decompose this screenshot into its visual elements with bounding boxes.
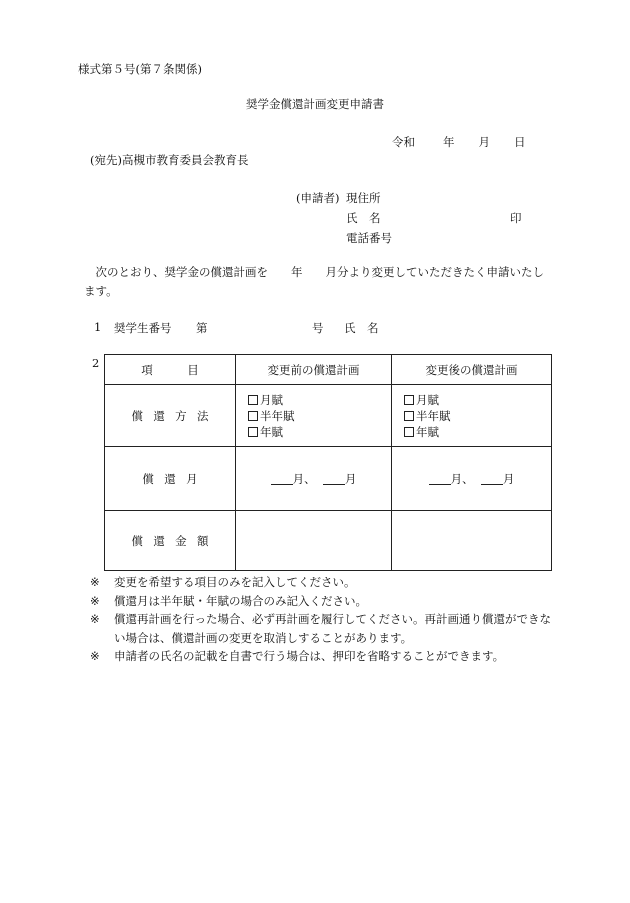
option-label: 年賦 [416,424,439,439]
note-item [90,610,560,647]
item2-number: 2 [92,356,100,370]
applicant-name-label: 氏 名 [346,211,381,225]
method-before-cell [236,385,392,447]
request-statement-text: 次のとおり、奨学金の償還計画を 年 月分より変更していただきたく申請いたします。 [84,265,544,298]
month-unit: 月 [344,471,357,486]
note-mark: ※ [90,649,100,663]
option-label: 月賦 [416,392,439,407]
option-semiannual-before[interactable] [236,408,391,424]
method-label: 償還方法 [105,385,236,447]
student-number-prefix: 第 [196,321,208,335]
student-name-label: 氏 名 [344,321,379,335]
note-mark: ※ [90,575,100,589]
checkbox-icon[interactable] [248,427,258,437]
option-annual-after[interactable] [392,424,551,440]
method-after-cell [392,385,552,447]
date-era: 令和 [392,135,415,149]
note-text: 変更を希望する項目のみを記入してください。 [114,575,356,589]
option-label: 半年賦 [416,408,451,423]
form-number-label: 様式第５号(第７条関係) [78,62,202,76]
checkbox-icon[interactable] [404,427,414,437]
note-text: 償還再計画を行った場合、必ず再計画を履行してください。再計画通り償還ができない場合は、償還計画の変更を取消しすることがあります。 [114,612,551,645]
month-label: 償還月 [105,447,236,511]
student-number-suffix: 号 [312,321,324,335]
month-unit: 月 [450,471,463,486]
date-day: 日 [514,135,526,149]
separator: 、 [304,471,316,486]
option-label: 月賦 [260,392,283,407]
month-unit: 月 [292,471,305,486]
date-line [392,134,526,150]
note-text: 償還月は半年賦・年賦の場合のみ記入ください。 [114,593,367,608]
amount-label: 償還金額 [105,511,236,571]
checkbox-icon[interactable] [404,411,414,421]
option-semiannual-after[interactable] [392,408,551,424]
table-header-row [105,355,552,385]
note-mark: ※ [90,593,100,608]
date-month: 月 [478,135,490,149]
option-label: 年賦 [260,424,283,439]
checkbox-icon[interactable] [248,395,258,405]
amount-row [105,511,552,571]
checkbox-icon[interactable] [248,411,258,421]
date-year: 年 [443,135,455,149]
note-item [90,647,560,666]
request-statement [84,263,554,301]
option-label: 半年賦 [260,408,295,423]
option-monthly-before[interactable] [236,392,391,408]
option-annual-before[interactable] [236,424,391,440]
note-item [90,573,560,592]
header-before: 変更前の償還計画 [236,355,392,385]
month-before-cell[interactable] [236,447,392,511]
applicant-label: (申請者) [296,191,340,205]
header-item: 項 目 [105,355,236,385]
student-number-label: 奨学生番号 [114,321,172,335]
amount-after-cell[interactable] [392,511,552,571]
item1-number: 1 [94,320,102,334]
blank-line [271,472,293,485]
phone-label: 電話番号 [346,231,392,245]
option-monthly-after[interactable] [392,392,551,408]
amount-before-cell[interactable] [236,511,392,571]
month-row [105,447,552,511]
document-title: 奨学金償還計画変更申請書 [246,97,384,111]
month-unit: 月 [502,471,515,486]
addressee: (宛先)高槻市教育委員会教育長 [90,153,249,167]
note-text: 申請者の氏名の記載を自書で行う場合は、押印を省略することができます。 [114,649,505,663]
repayment-plan-table [104,354,552,571]
note-item [90,592,560,611]
method-row [105,385,552,447]
blank-line [481,472,503,485]
seal-mark: 印 [510,211,522,225]
month-after-cell[interactable] [392,447,552,511]
header-after: 変更後の償還計画 [392,355,552,385]
separator: 、 [462,471,474,486]
notes-list [90,573,560,666]
checkbox-icon[interactable] [404,395,414,405]
blank-line [429,472,451,485]
blank-line [323,472,345,485]
address-label: 現住所 [346,191,381,205]
note-mark: ※ [90,612,100,626]
